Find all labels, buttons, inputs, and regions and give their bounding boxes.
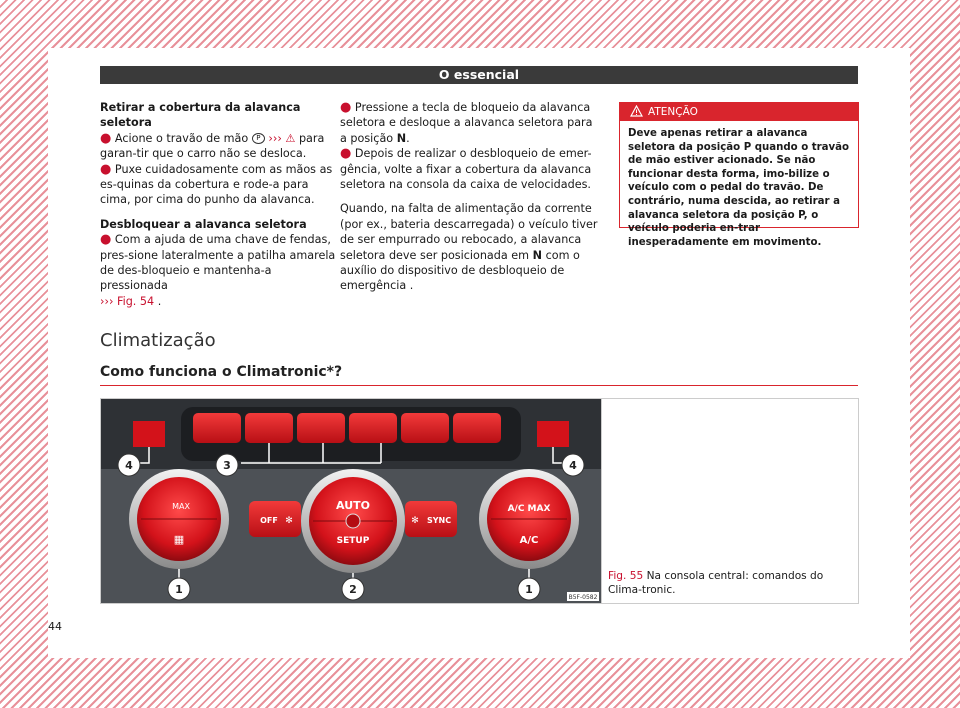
ventilation-button[interactable] bbox=[245, 413, 293, 443]
callout-1-left: 1 bbox=[175, 583, 183, 596]
bullet-icon: ● bbox=[100, 130, 112, 146]
recirculation-button[interactable] bbox=[401, 413, 449, 443]
warning-text: Deve apenas retirar a alavanca seletora da posição P quando o travão de mão estiver acionado. Se não funcionar desta forma, imo-bilize o veículo com o pedal do travão. De contrário, numa descida, ao retirar a alavanca seletora da posição P, o veículo poderia en-trar inesperadamente em movimento. bbox=[628, 128, 850, 248]
air-distribution-down-button[interactable] bbox=[349, 413, 397, 443]
column-left bbox=[100, 100, 340, 309]
bullet-icon: ● bbox=[100, 161, 112, 177]
display-right bbox=[537, 421, 569, 447]
ac-label: A/C bbox=[519, 535, 539, 546]
callout-4-left: 4 bbox=[125, 459, 133, 472]
caption-box bbox=[600, 398, 859, 604]
column-middle bbox=[340, 100, 602, 294]
fan-icon: ✻ bbox=[411, 516, 419, 526]
rear-defrost-icon: ▦ bbox=[173, 533, 185, 546]
figure-reference-link[interactable]: ››› Fig. 54 bbox=[100, 294, 155, 308]
off-label: OFF bbox=[260, 516, 278, 525]
bullet-pull-cover: ● Puxe cuidadosamente com as mãos as es-quinas da cobertura e rode-a para cima, por cima do punho da alavanca. bbox=[100, 161, 333, 207]
bullet-refit-cover: ● Depois de realizar o desbloqueio de emer-gência, volte a fixar a cobertura da alavanca seletora na consola da caixa de velocidades. bbox=[340, 146, 592, 192]
callout-2: 2 bbox=[349, 583, 357, 596]
section-title: Climatização bbox=[100, 330, 216, 351]
bullet-handbrake: ● Acione o travão de mão P ››› ⚠ para garan-tir que o carro não se desloca. bbox=[100, 130, 325, 161]
bullet-icon: ● bbox=[340, 146, 352, 162]
bullet-icon: ● bbox=[340, 100, 352, 115]
handbrake-icon: P bbox=[252, 133, 265, 144]
auto-label: AUTO bbox=[336, 499, 370, 512]
knob-right[interactable] bbox=[479, 469, 579, 569]
fan-icon: ✻ bbox=[285, 516, 293, 526]
warning-box bbox=[619, 102, 859, 248]
page-header: O essencial bbox=[100, 66, 858, 84]
warning-icon: ⚠ bbox=[285, 131, 296, 145]
heading-remove-cover: Retirar a cobertura da alavanca seletora bbox=[100, 101, 301, 130]
callout-4-right: 4 bbox=[569, 459, 577, 472]
page bbox=[48, 48, 910, 658]
figure-caption: Fig. 55 Na consola central: comandos do Clima-tronic. bbox=[608, 570, 824, 596]
caption-figure-label: Fig. 55 bbox=[608, 570, 644, 582]
bullet-press-lock: ● Pressione a tecla de bloqueio da alavanca seletora e desloque a alavanca seletora para a posição N. bbox=[340, 100, 593, 145]
callout-3: 3 bbox=[223, 459, 231, 472]
air-distribution-up-button[interactable] bbox=[297, 413, 345, 443]
paragraph-towing: Quando, na falta de alimentação da corrente (por ex., bateria descarregada) o veículo tiver de ser empurrado ou rebocado, a alavanca seletora deve ser posicionada em N com o auxílio do dispositivo de desbloqueio de emergência . bbox=[340, 202, 598, 293]
setup-label: SETUP bbox=[336, 536, 370, 546]
knob-center[interactable] bbox=[301, 469, 405, 573]
seat-heat-right-button[interactable] bbox=[453, 413, 501, 443]
warning-triangle-icon bbox=[630, 105, 643, 123]
callout-1-right: 1 bbox=[525, 583, 533, 596]
ac-max-label: A/C MAX bbox=[507, 504, 551, 514]
section-subtitle: Como funciona o Climatronic*? bbox=[100, 364, 343, 380]
display-left bbox=[133, 421, 165, 447]
climatronic-figure bbox=[100, 398, 602, 604]
bullet-screwdriver: ● Com a ajuda de uma chave de fendas, pres-sione lateralmente a patilha amarela de des-bloqueio e mantenha-a pressionada ››› Fig. 54 . bbox=[100, 232, 336, 308]
knob-left[interactable] bbox=[129, 469, 229, 569]
warning-header bbox=[620, 103, 858, 121]
warning-label: ATENÇÃO bbox=[648, 106, 698, 118]
max-label: MAX bbox=[172, 502, 190, 511]
heading-unlock-lever: Desbloquear a alavanca seletora bbox=[100, 217, 307, 231]
seat-heat-left-button[interactable] bbox=[193, 413, 241, 443]
page-number: 44 bbox=[48, 620, 82, 633]
figure-code: B5F-0582 bbox=[568, 594, 598, 601]
climatronic-panel-illustration bbox=[101, 399, 601, 603]
sync-label: SYNC bbox=[426, 516, 452, 525]
bullet-icon: ● bbox=[100, 232, 112, 248]
ref-arrow-link[interactable]: ››› bbox=[268, 131, 282, 145]
divider-line bbox=[100, 385, 858, 386]
